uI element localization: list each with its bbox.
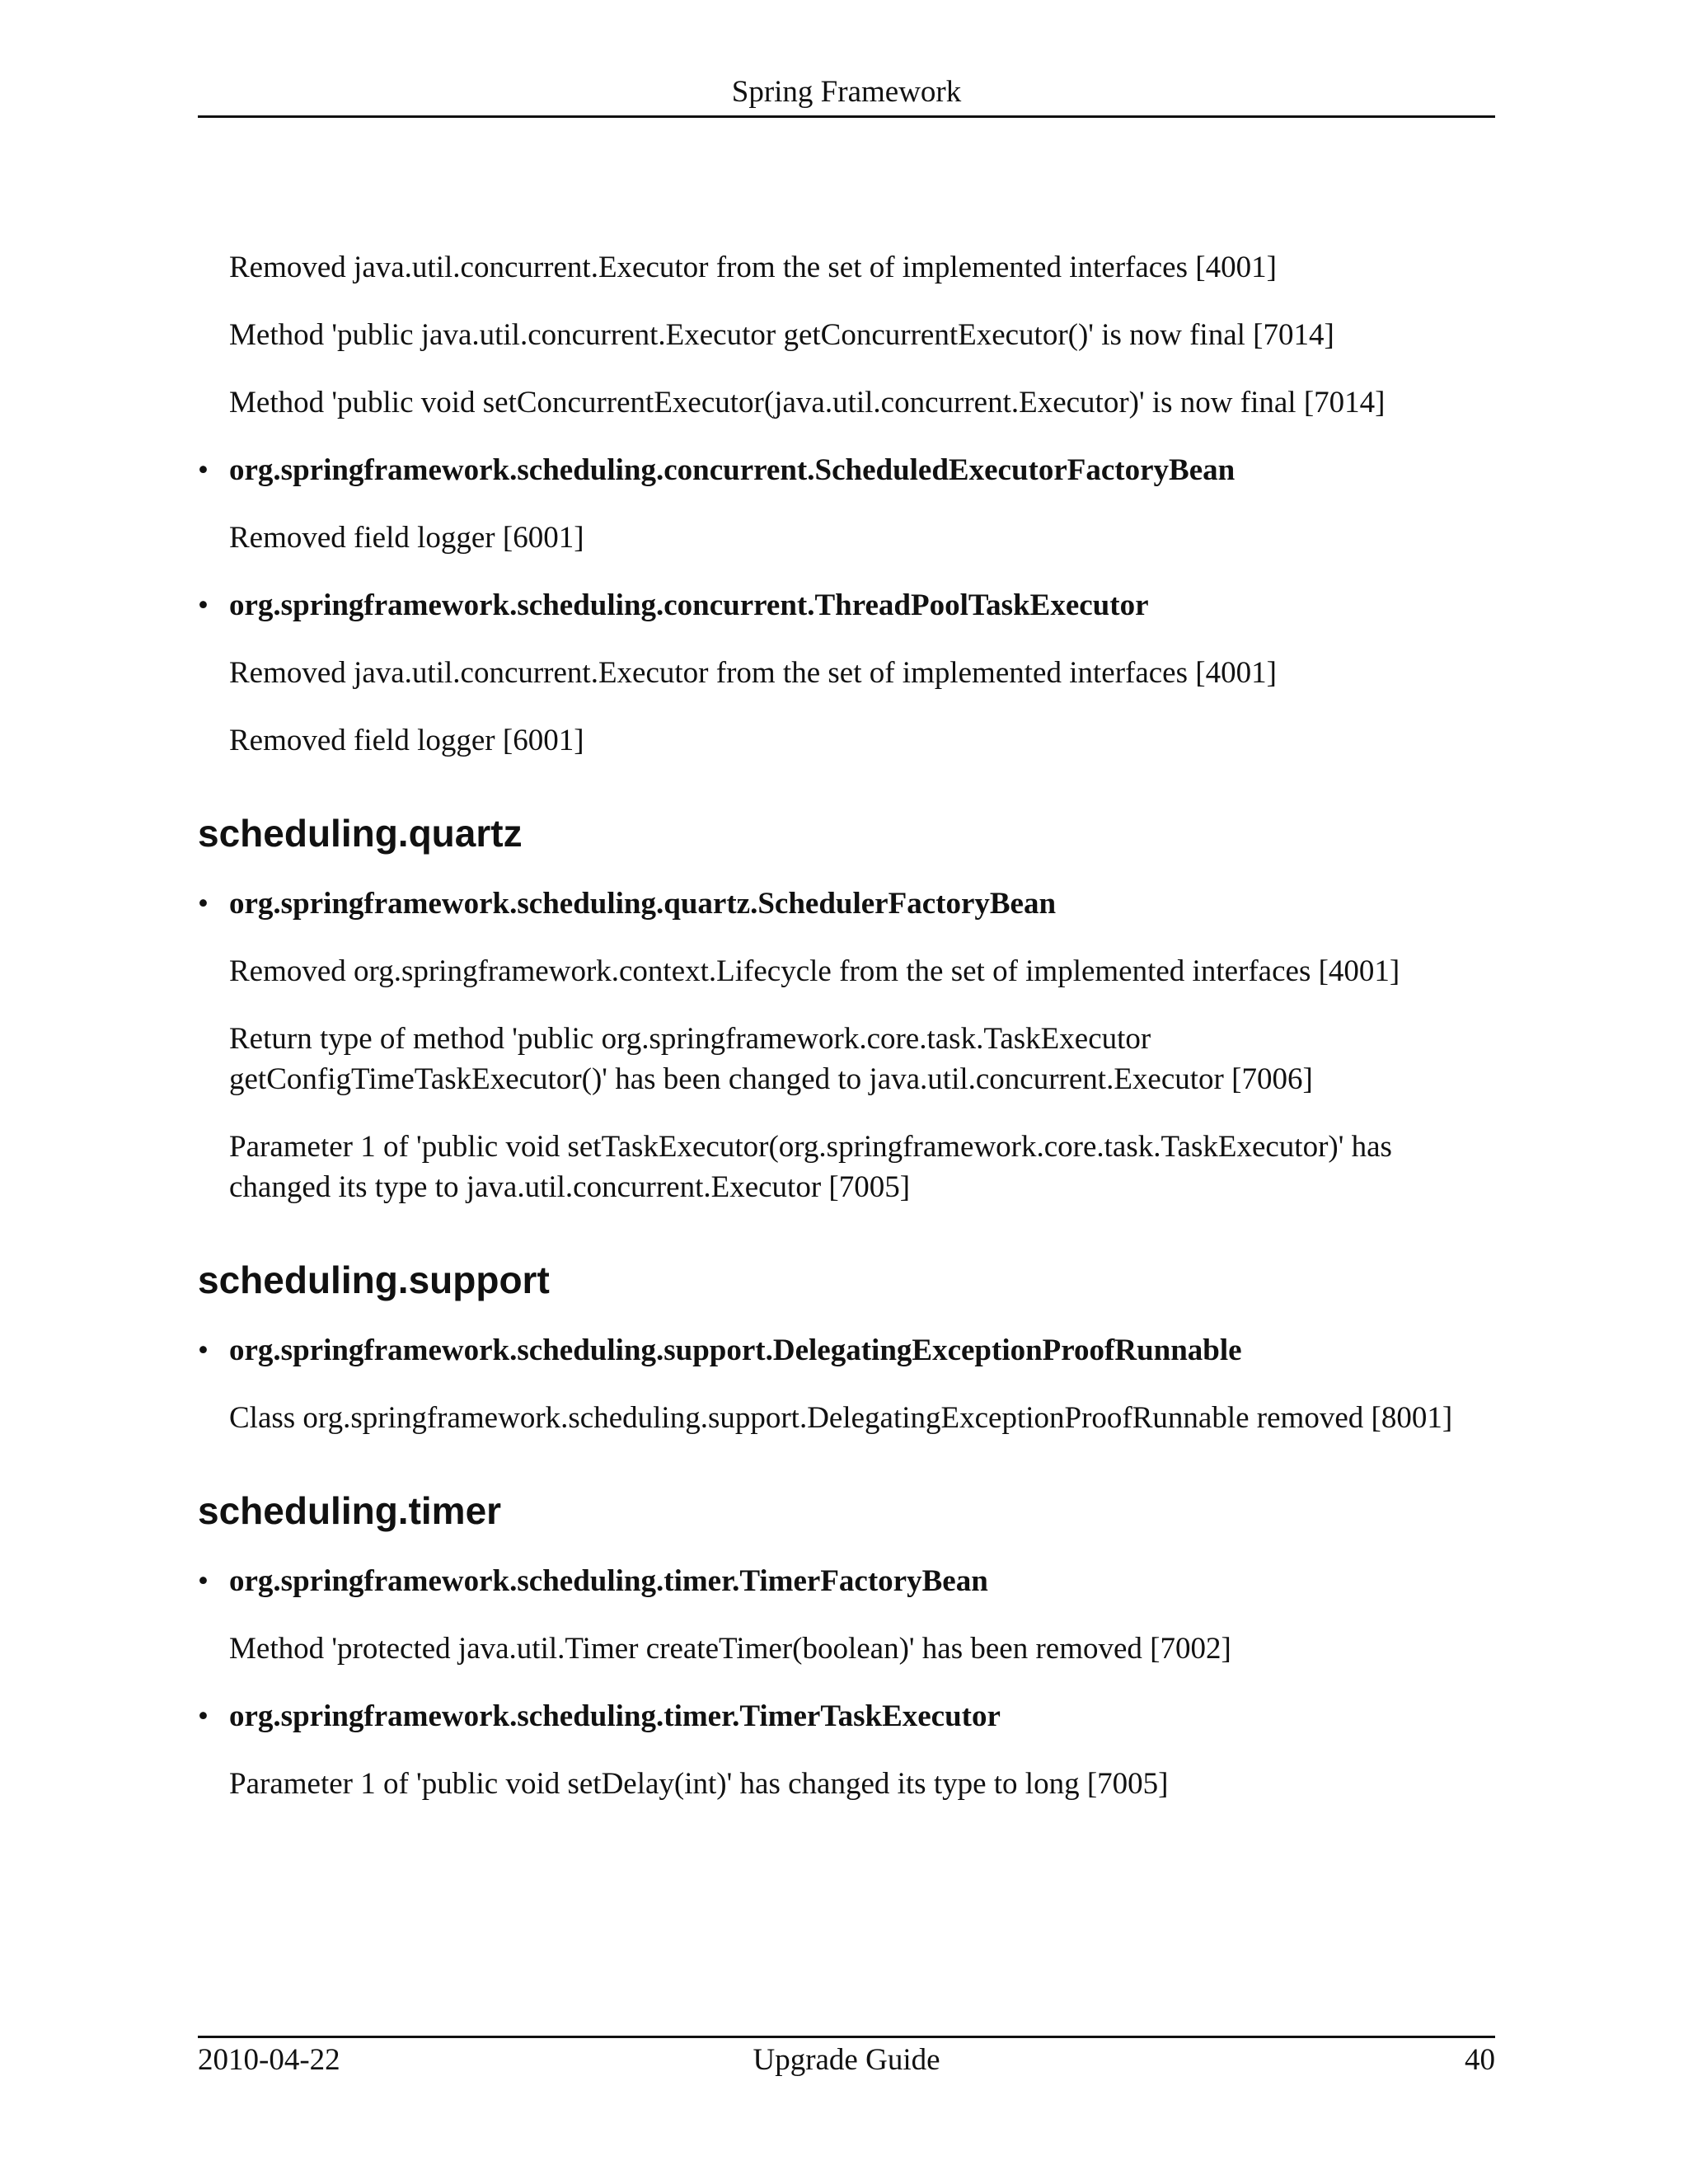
- bullet-icon: •: [198, 453, 209, 487]
- change-entry: Method 'public void setConcurrentExecutor(java.util.concurrent.Executor)' is now final [7014]: [229, 386, 1386, 419]
- bullet-icon: •: [198, 887, 209, 921]
- change-entry: Method 'public java.util.concurrent.Executor getConcurrentExecutor()' is now final [7014]: [229, 318, 1334, 352]
- class-name: org.springframework.scheduling.timer.TimerTaskExecutor: [229, 1699, 1001, 1733]
- page-content: [198, 247, 1495, 1831]
- header-rule: [198, 115, 1495, 118]
- page-number: 40: [1465, 2043, 1495, 2077]
- section-heading-support: scheduling.support: [198, 1258, 550, 1301]
- class-name-item: [198, 585, 1495, 626]
- change-entry: Parameter 1 of 'public void setDelay(int)' has changed its type to long [7005]: [229, 1767, 1169, 1801]
- class-name: org.springframework.scheduling.support.DelegatingExceptionProofRunnable: [229, 1333, 1242, 1367]
- footer-rule: [198, 2036, 1495, 2038]
- bullet-icon: •: [198, 1564, 209, 1598]
- footer-title: Upgrade Guide: [753, 2043, 940, 2077]
- class-name-item: [198, 1561, 1495, 1601]
- change-entry: Class org.springframework.scheduling.support.DelegatingExceptionProofRunnable removed [8001]: [229, 1401, 1453, 1435]
- class-name: org.springframework.scheduling.concurrent.ThreadPoolTaskExecutor: [229, 588, 1149, 622]
- change-entry: Method 'protected java.util.Timer createTimer(boolean)' has been removed [7002]: [229, 1632, 1231, 1666]
- class-name-item: [198, 1696, 1495, 1736]
- bullet-icon: •: [198, 588, 209, 622]
- section-heading-quartz: scheduling.quartz: [198, 812, 523, 855]
- bullet-icon: •: [198, 1699, 209, 1733]
- class-name: org.springframework.scheduling.timer.TimerFactoryBean: [229, 1564, 988, 1598]
- bullet-icon: •: [198, 1333, 209, 1367]
- page-footer: [198, 2041, 1495, 2080]
- change-entry: Parameter 1 of 'public void setTaskExecutor(org.springframework.core.task.TaskExecutor)' has changed its type to java.util.concurrent.Executor [7005]: [229, 1130, 1392, 1204]
- class-name-item: [198, 450, 1495, 490]
- class-name-item: [198, 1330, 1495, 1371]
- change-entry: Return type of method 'public org.springframework.core.task.TaskExecutor getConfigTimeTaskExecutor()' has been changed to java.util.concurrent.Executor [7006]: [229, 1022, 1313, 1096]
- change-entry: Removed field logger [6001]: [229, 724, 584, 757]
- change-entry: Removed org.springframework.context.Lifecycle from the set of implemented interfaces [4001]: [229, 954, 1400, 988]
- class-name: org.springframework.scheduling.quartz.SchedulerFactoryBean: [229, 887, 1057, 921]
- class-name: org.springframework.scheduling.concurrent.ScheduledExecutorFactoryBean: [229, 453, 1236, 487]
- running-header: Spring Framework: [731, 75, 962, 109]
- footer-date: 2010-04-22: [198, 2043, 340, 2077]
- change-entry: Removed field logger [6001]: [229, 521, 584, 555]
- change-entry: Removed java.util.concurrent.Executor from the set of implemented interfaces [4001]: [229, 656, 1277, 690]
- class-name-item: [198, 883, 1495, 924]
- section-heading-timer: scheduling.timer: [198, 1489, 502, 1532]
- change-entry: Removed java.util.concurrent.Executor from the set of implemented interfaces [4001]: [229, 251, 1277, 284]
